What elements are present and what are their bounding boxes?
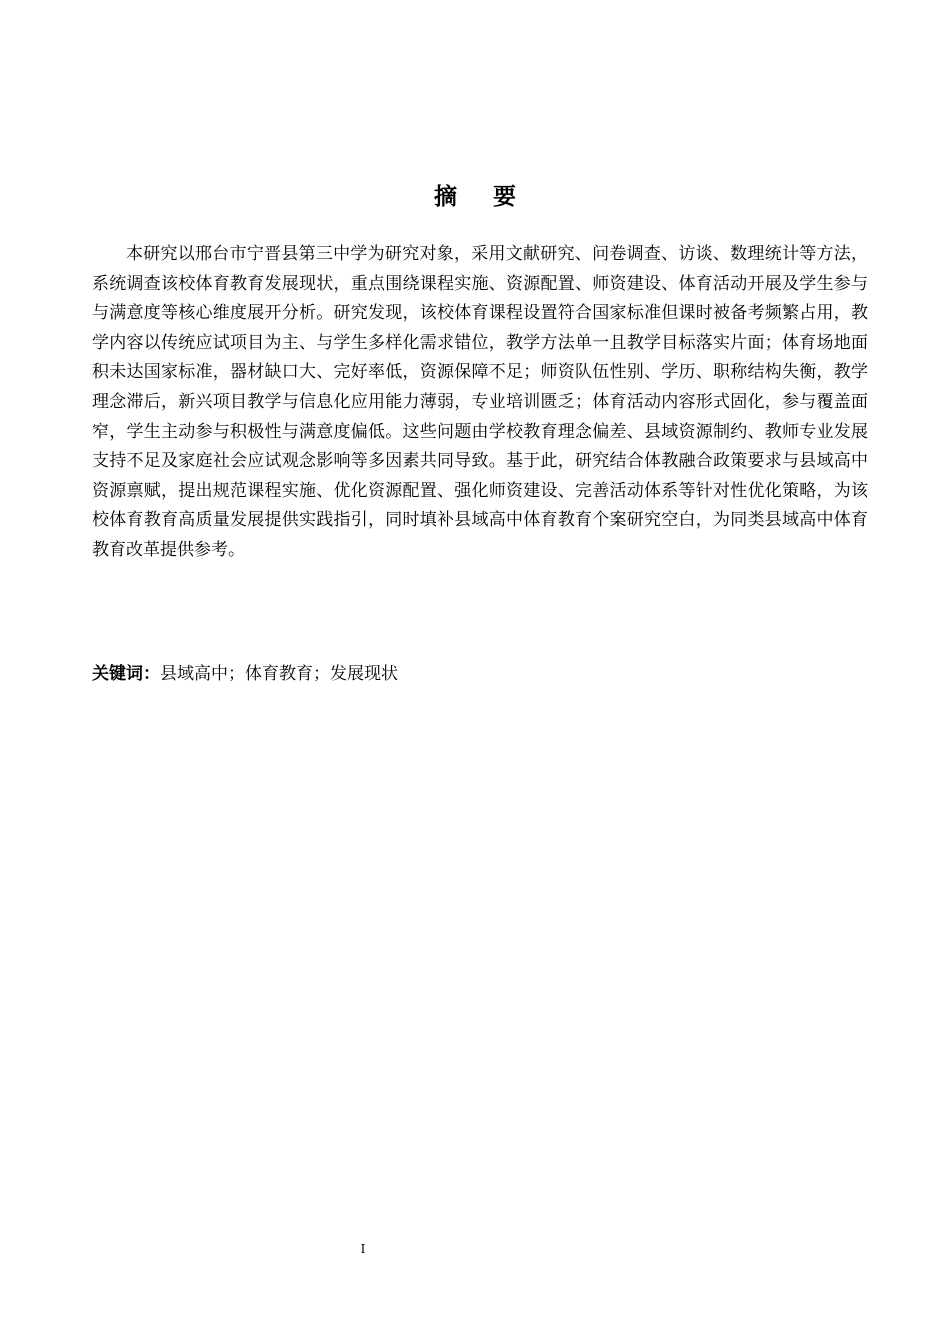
keywords-text: 县域高中；体育教育；发展现状 [160,664,398,684]
page-number: I [360,1242,366,1256]
title-char-1: 摘 [434,184,457,210]
abstract-paragraph: 本研究以邢台市宁晋县第三中学为研究对象，采用文献研究、问卷调查、访谈、数理统计等方法，系统调查该校体育教育发展现状，重点围绕课程实施、资源配置、师资建设、体育活动开展及学生参与与满意度等核心维度展开分析。研究发现，该校体育课程设置符合国家标准但课时被备考频繁占用，教学内容以传统应试项目为主、与学生多样化需求错位，教学方法单一且教学目标落实片面；体育场地面积未达国家标准，器材缺口大、完好率低，资源保障不足；师资队伍性别、学历、职称结构失衡，教学理念滞后，新兴项目教学与信息化应用能力薄弱，专业培训匮乏；体育活动内容形式固化，参与覆盖面窄，学生主动参与积极性与满意度偏低。这些问题由学校教育理念偏差、县域资源制约、教师专业发展支持不足及家庭社会应试观念影响等多因素共同导致。基于此，研究结合体教融合政策要求与县域高中资源禀赋，提出规范课程实施、优化资源配置、强化师资建设、完善活动体系等针对性优化策略，为该校体育教育高质量发展提供实践指引，同时填补县域高中体育教育个案研究空白，为同类县域高中体育教育改革提供参考。 [92,244,868,560]
keywords-label: 关键词： [92,664,160,684]
title-char-2: 要 [493,184,516,210]
keywords-line [92,660,868,689]
page-title [0,178,950,211]
